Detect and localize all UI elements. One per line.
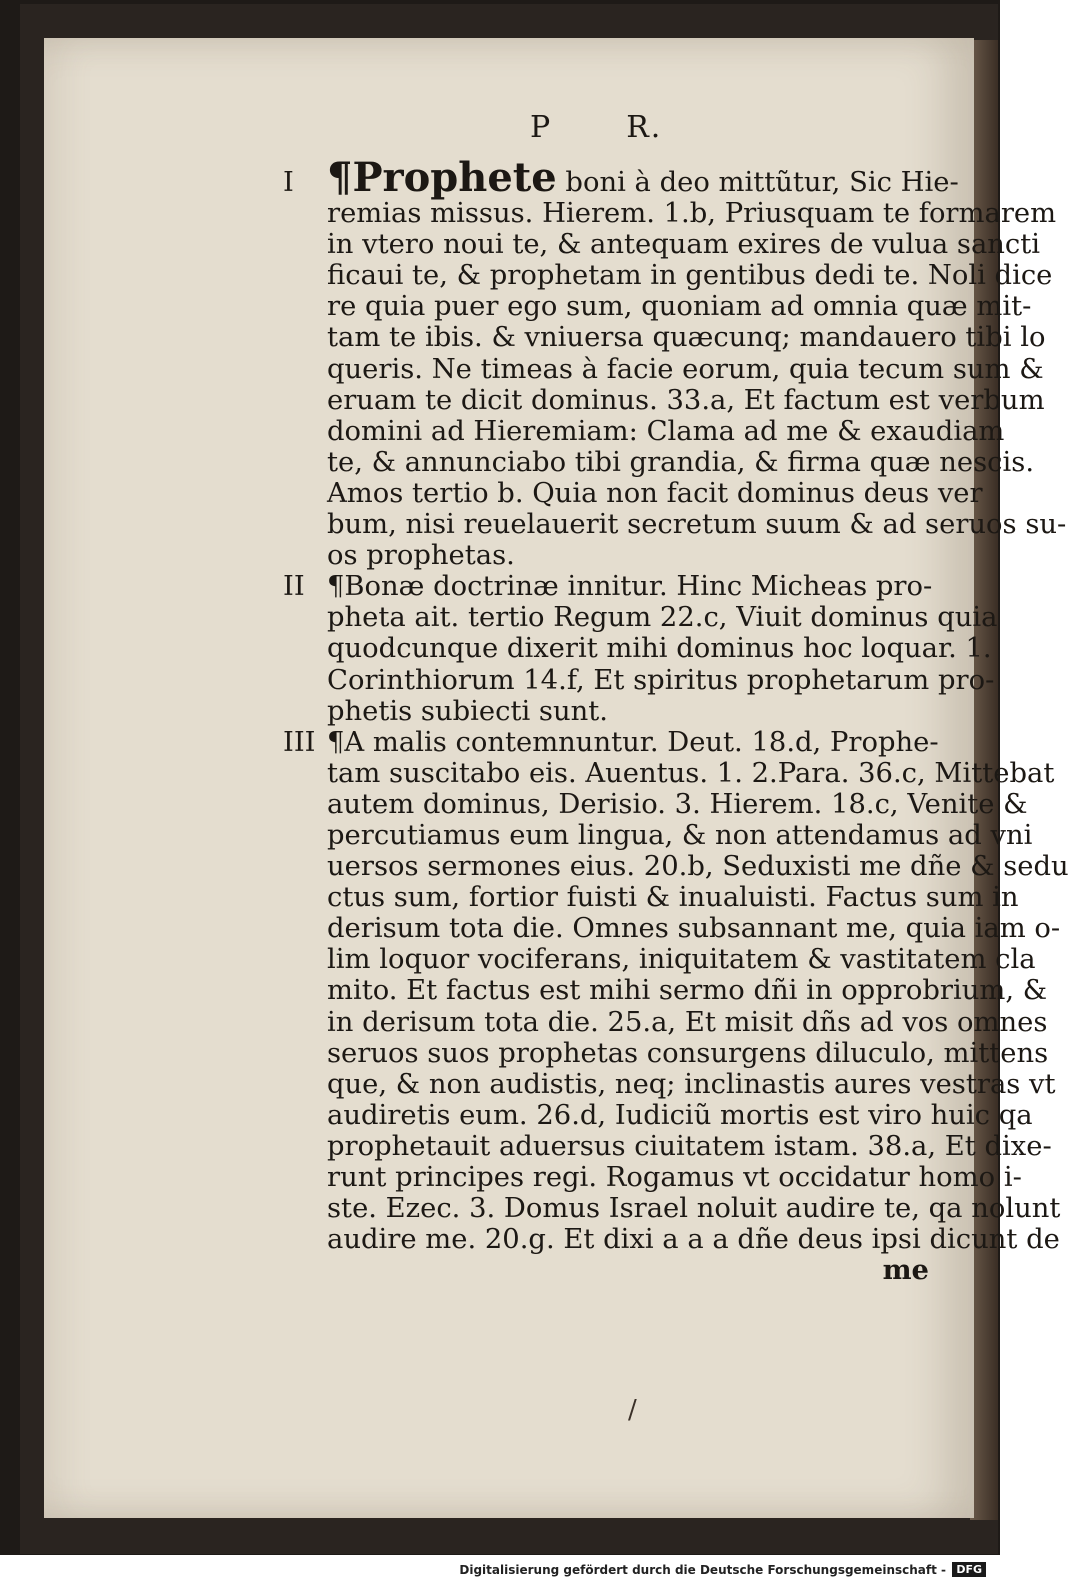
text-line <box>283 664 995 696</box>
line-text: domini ad Hieremiam: Clama ad me & exaudiam <box>327 415 1005 447</box>
line-text: que, & non audistis, neq; inclinastis aures vestras vt <box>327 1068 1056 1100</box>
line-text: re quia puer ego sum, quoniam ad omnia quæ mit- <box>327 291 1032 323</box>
text-line <box>283 1193 1061 1225</box>
text-line <box>283 633 992 665</box>
line-text: bum, nisi reuelauerit secretum suum & ad seruos su- <box>327 509 1067 541</box>
page-text <box>283 154 1069 1287</box>
line-text: remias missus. Hierem. 1.b, Priusquam te formarem <box>327 198 1057 230</box>
running-head-right: R. <box>626 110 663 145</box>
line-text: uersos sermones eius. 20.b, Seduxisti me dñe & sedu <box>327 851 1069 883</box>
line-text: seruos suos prophetas consurgens diluculo, mittens <box>327 1037 1049 1069</box>
text-line <box>283 477 983 509</box>
dfg-logo: DFG <box>952 1562 986 1577</box>
text-line <box>283 540 933 571</box>
footer-credit: Digitalisierung gefördert durch die Deutsche Forschungsgemeinschaft - <box>459 1563 946 1577</box>
text-line <box>283 229 1041 261</box>
line-text: tam suscitabo eis. Auentus. 1. 2.Para. 36.c, Mittebat <box>327 757 1055 789</box>
text-line <box>283 322 1046 354</box>
line-text: ¶Bonæ doctrinæ innitur. Hinc Micheas pro- <box>327 571 933 603</box>
line-text: percutiamus eum lingua, & non attendamus ad vni <box>327 819 1033 851</box>
running-head <box>530 110 736 145</box>
heading-word: ¶Prophete <box>327 154 557 201</box>
line-text: pheta ait. tertio Regum 22.c, Viuit dominus quia <box>327 602 998 634</box>
text-line <box>283 260 1053 292</box>
line-text: derisum tota die. Omnes subsannant me, quia iam o- <box>327 913 1061 945</box>
line-text: autem dominus, Derisio. 3. Hierem. 18.c, Venite & <box>327 788 1028 820</box>
page-mark: / <box>628 1395 637 1425</box>
text-line <box>283 1224 1060 1256</box>
line-text: runt principes regi. Rogamus vt occidatur homo i- <box>327 1162 1022 1193</box>
line-text: ¶A malis contemnuntur. Deut. 18.d, Prophe- <box>327 726 939 758</box>
line-text: quodcunque dixerit mihi dominus hoc loquar. 1. <box>327 633 992 665</box>
footer-bar <box>0 1555 1000 1588</box>
line-text: audiretis eum. 26.d, Iudiciũ mortis est viro huic qa <box>327 1099 1033 1131</box>
line-text: eruam te dicit dominus. 33.a, Et factum est verbum <box>327 384 1045 416</box>
text-line <box>283 353 1044 385</box>
line-text: in derisum tota die. 25.a, Et misit dñs ad vos omnes <box>327 1006 1048 1038</box>
text-line <box>283 819 1033 851</box>
text-line <box>283 882 1019 914</box>
section-number: II <box>283 571 305 603</box>
text-line <box>283 384 1045 416</box>
running-head-left: P <box>530 110 553 145</box>
line-text: lim loquor vociferans, iniquitatem & vastitatem cla <box>327 944 1036 976</box>
line-text: te, & annunciabo tibi grandia, & firma quæ nescis. <box>327 446 1035 478</box>
text-line <box>283 944 1036 976</box>
text-line <box>283 1006 1048 1038</box>
text-line <box>283 1037 1049 1069</box>
text-line <box>283 1130 1052 1162</box>
catchword: me <box>882 1254 929 1287</box>
text-line <box>283 913 1061 945</box>
line-text: boni à deo mittũtur, Sic Hie- <box>556 167 959 198</box>
text-line <box>283 1068 1056 1100</box>
text-line <box>283 1099 1033 1131</box>
line-text: Corinthiorum 14.f, Et spiritus prophetarum pro- <box>327 664 995 696</box>
text-line <box>283 509 1067 541</box>
section-number: III <box>283 726 316 758</box>
text-line <box>283 726 939 758</box>
line-text: phetis subiecti sunt. <box>327 695 608 727</box>
section-number: I <box>283 167 294 198</box>
line-text: prophetauit aduersus ciuitatem istam. 38.a, Et dixe- <box>327 1130 1052 1162</box>
text-line <box>283 757 1055 789</box>
line-text: mito. Et factus est mihi sermo dñi in opprobrium, & <box>327 975 1048 1007</box>
line-text: tam te ibis. & vniuersa quæcunq; mandauero tibi lo <box>327 322 1046 354</box>
line-text: ctus sum, fortior fuisti & inualuisti. Factus sum in <box>327 882 1019 914</box>
text-line <box>283 1162 1022 1193</box>
text-line <box>283 198 1057 230</box>
line-text: queris. Ne timeas à facie eorum, quia tecum sum & <box>327 353 1044 385</box>
text-line <box>283 446 1035 478</box>
text-line <box>283 291 1032 323</box>
line-text: Amos tertio b. Quia non facit dominus deus ver <box>327 477 983 509</box>
line-text: ficaui te, & prophetam in gentibus dedi te. Noli dice <box>327 260 1053 292</box>
text-line <box>283 415 1005 447</box>
line-text: in vtero noui te, & antequam exires de vulua sancti <box>327 229 1041 261</box>
line-text: audire me. 20.g. Et dixi a a a dñe deus ipsi dicunt de <box>327 1224 1060 1256</box>
line-text: os prophetas. <box>327 540 515 572</box>
text-line <box>283 696 933 727</box>
text-line <box>283 788 1028 820</box>
text-line <box>283 154 959 201</box>
text-line <box>283 851 1069 883</box>
text-line <box>283 602 998 634</box>
line-text: ste. Ezec. 3. Domus Israel noluit audire te, qa nolunt <box>327 1193 1061 1225</box>
text-line <box>283 571 933 602</box>
text-line <box>283 975 1048 1007</box>
